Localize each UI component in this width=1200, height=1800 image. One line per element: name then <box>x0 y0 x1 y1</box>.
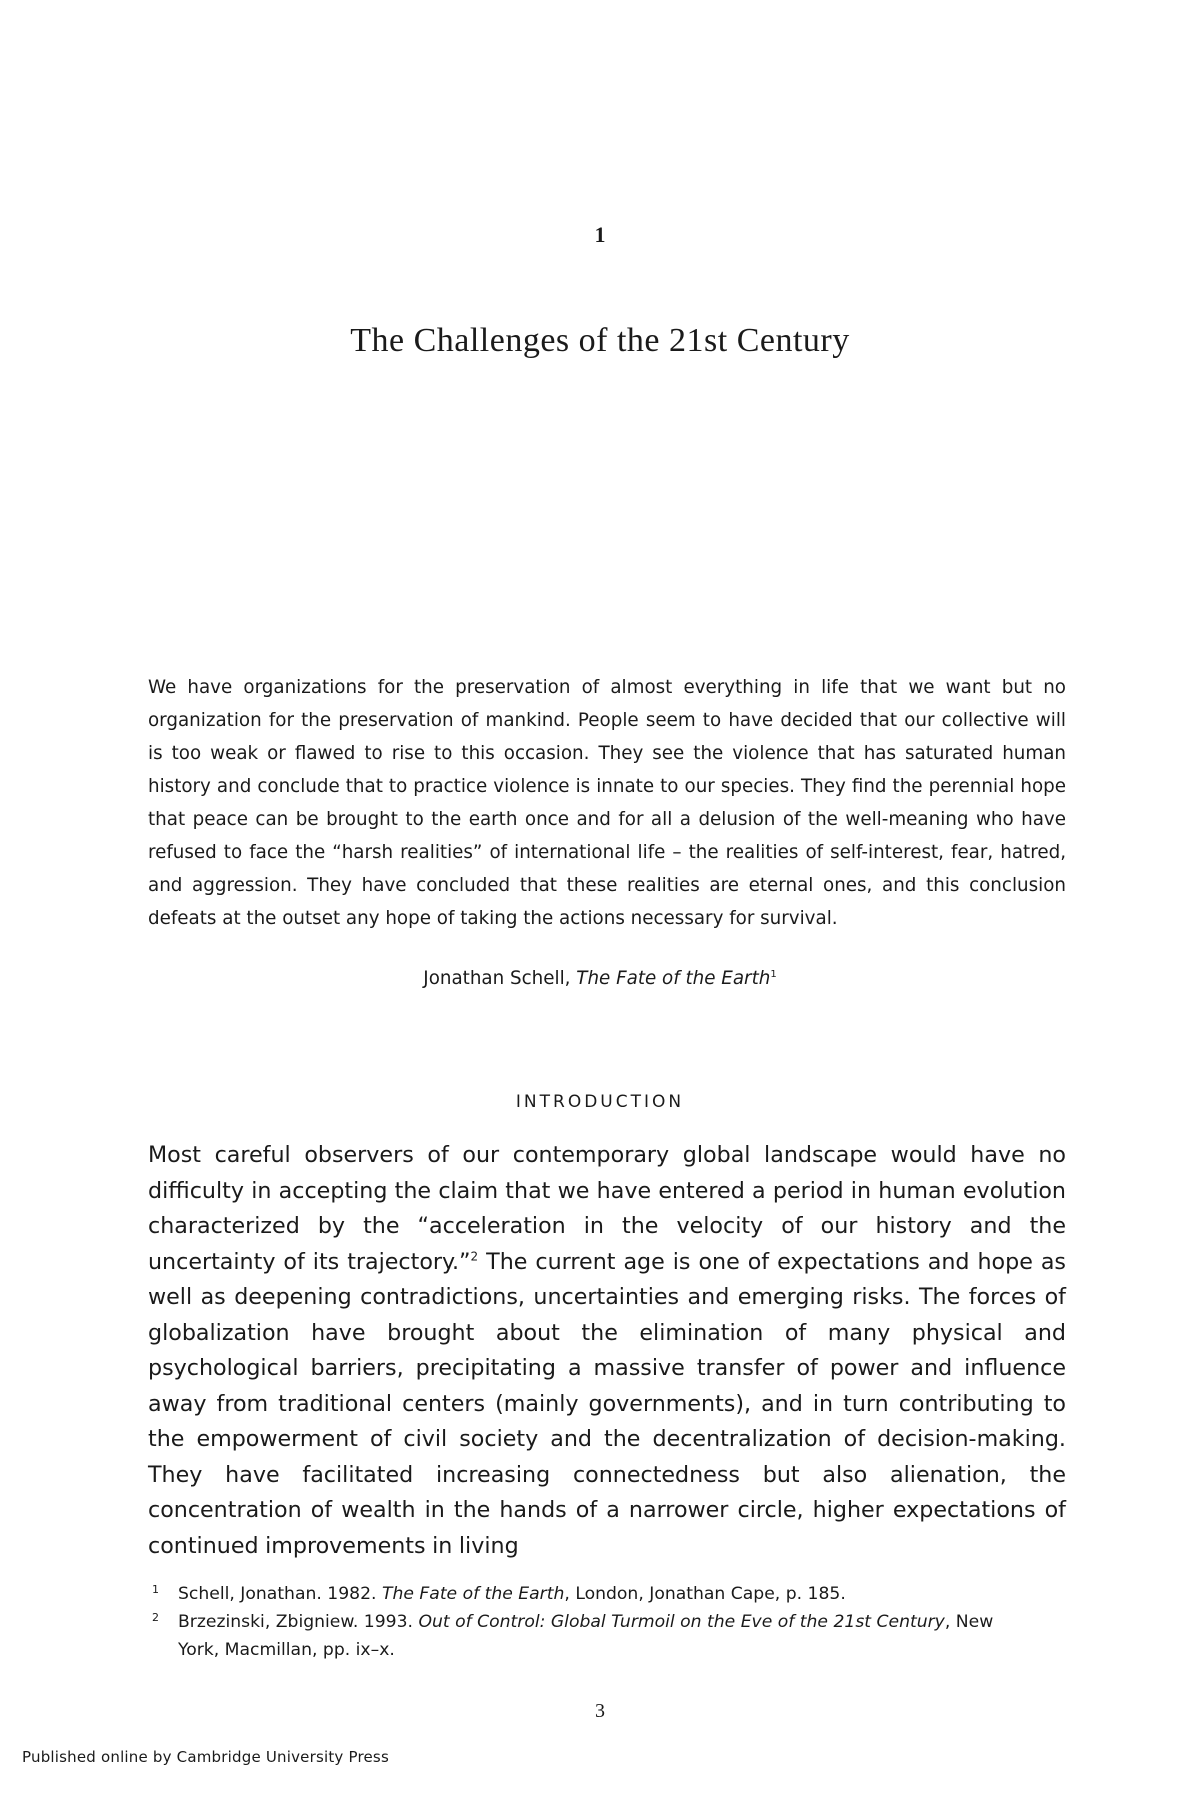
publisher-line: Published online by Cambridge University Press <box>22 1748 389 1766</box>
footnote-reference-1: 1 <box>770 968 777 980</box>
footnote-2-mark: 2 <box>152 1611 159 1624</box>
page-number: 3 <box>595 1700 605 1722</box>
footnote-2-citation: Brzezinski, Zbigniew. 1993. <box>178 1612 419 1632</box>
footnote-1-citation: Schell, Jonathan. 1982. <box>178 1584 382 1604</box>
section-heading: INTRODUCTION <box>515 1092 685 1112</box>
chapter-number: 1 <box>594 222 606 247</box>
epigraph-attribution <box>0 968 1200 989</box>
footnote-1-title: The Fate of the Earth <box>381 1584 565 1604</box>
epigraph-author: Jonathan Schell, <box>423 968 571 989</box>
epigraph-work-title: The Fate of the Earth <box>576 968 771 989</box>
footnote-2-publication: , New York, Macmillan, pp. ix–x. <box>178 1612 994 1660</box>
footnote-1-mark: 1 <box>152 1583 159 1596</box>
footnote-reference-2: 2 <box>470 1249 479 1264</box>
body-text-part-1: Most careful observers of our contemporary global landscape would have no difficulty in accepting the claim that we have entered a period in human evolution characterized by the “acceleration in the velocity of our history and the uncertainty of its trajectory.” <box>148 1142 1066 1275</box>
body-text-part-2: The current age is one of expectations and hope as well as deepening contradictions, uncertainties and emerging risks. The forces of globalization have brought about the elimination of many physical and psychological barriers, precipitating a massive transfer of power and influence away from traditional centers (mainly governments), and in turn contributing to the empowerment of civil society and the decentralization of decision-making. They have facilitated increasing connectedness but also alienation, the concentration of wealth in the hands of a narrower circle, higher expectations of continued improvements in living <box>148 1248 1066 1559</box>
epigraph-quote: We have organizations for the preservation of almost everything in life that we want but no organization for the preservation of mankind. People seem to have decided that our collective will is too weak or flawed to rise to this occasion. They see the violence that has saturated human history and conclude that to practice violence is innate to our species. They find the perennial hope that peace can be brought to the earth once and for all a delusion of the well-meaning who have refused to face the “harsh realities” of international life – the realities of self-interest, fear, hatred, and aggression. They have concluded that these realities are eternal ones, and this conclusion defeats at the outset any hope of taking the actions necessary for survival. <box>148 677 1066 929</box>
footnote-2-title: Out of Control: Global Turmoil on the Eve of the 21st Century <box>418 1612 945 1632</box>
body-paragraph <box>148 1138 1066 1564</box>
chapter-title: The Challenges of the 21st Century <box>350 322 850 359</box>
footnote-2 <box>148 1608 1028 1664</box>
footnotes <box>148 1580 1028 1664</box>
footnote-1-publication: , London, Jonathan Cape, p. 185. <box>564 1584 846 1604</box>
footnote-1 <box>148 1580 1028 1608</box>
